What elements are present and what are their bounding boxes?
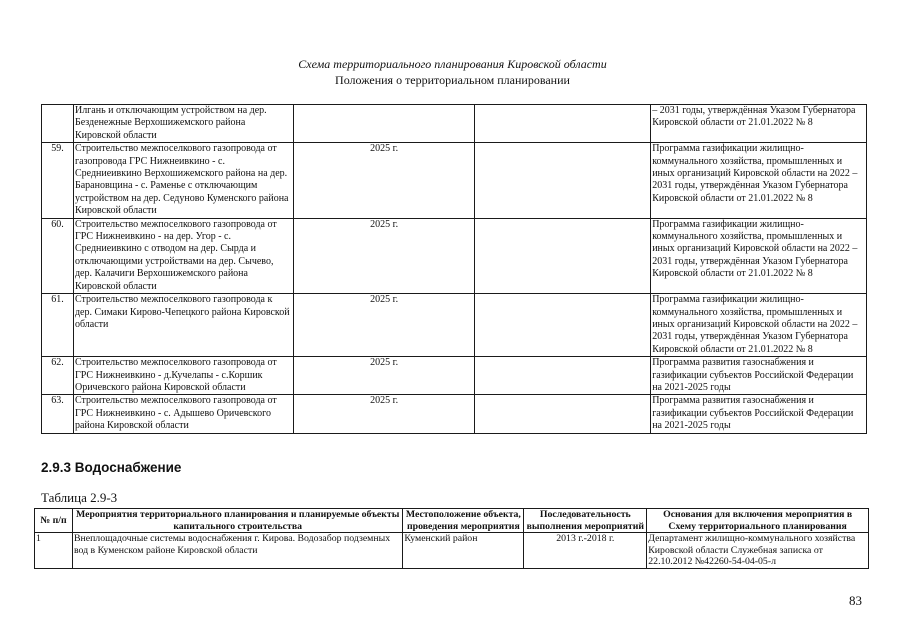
table-row [42, 105, 867, 143]
row-number: 63. [42, 395, 74, 433]
row-number [42, 105, 74, 143]
row-description: Строительство межпоселкового газопровода от ГРС Нижнеивкино - д.Кучелапы - с.Коршик Оричевского района Кировской области [73, 357, 293, 395]
row-basis: – 2031 годы, утверждённая Указом Губернатора Кировской области от 21.01.2022 № 8 [651, 105, 867, 143]
row-year [475, 105, 651, 143]
table-row [42, 294, 867, 357]
row-year [475, 294, 651, 357]
row-basis: Программа газификации жилищно-коммунального хозяйства, промышленных и иных организаций Кировской области на 2022 – 2031 годы, утверждённая Указом Губернатора Кировской области от 21.01.2022 № 8 [651, 294, 867, 357]
row-sequence: 2013 г.-2018 г. [524, 533, 647, 569]
row-basis: Программа развития газоснабжения и газификации субъектов Российской Федерации на 2021-2025 годы [651, 395, 867, 433]
gas-pipeline-table-body [42, 105, 867, 434]
row-location: 2025 г. [293, 294, 475, 357]
header-sequence: Последовательность выполнения мероприятий [524, 509, 647, 533]
header-measures: Мероприятия территориального планирования и планируемые объекты капитального строительства [72, 509, 402, 533]
header-basis: Основания для включения мероприятия в Схему территориального планирования [647, 509, 869, 533]
row-description: Илгань и отключающим устройством на дер. Безденежные Верхошижемского района Кировской области [73, 105, 293, 143]
row-year [475, 357, 651, 395]
row-description: Строительство межпоселкового газопровода от ГРС Нижнеивкино - с. Адышево Оричевского района Кировской области [73, 395, 293, 433]
gas-pipeline-table [41, 104, 867, 434]
section-heading: 2.9.3 Водоснабжение [41, 460, 182, 475]
row-measures: Внеплощадочные системы водоснабжения г. Кирова. Водозабор подземных вод в Куменском районе Кировской области [72, 533, 402, 569]
row-description: Строительство межпоселкового газопровода от ГРС Нижнеивкино - на дер. Угор - с. Средниеивкино с отводом на дер. Сырда и отключающими устройствами на дер. Сычево, дер. Калачиги Верхошижемского района Кировской области [73, 218, 293, 293]
row-basis: Департамент жилищно-коммунального хозяйства Кировской области Служебная записка от 22.10.2012 №42260-54-04-05-л [647, 533, 869, 569]
row-year [475, 395, 651, 433]
table-row [42, 218, 867, 293]
document-header-title: Схема территориального планирования Кировской области [298, 57, 607, 71]
row-description: Строительство межпоселкового газопровода к дер. Симаки Кирово-Чепецкого района Кировской области [73, 294, 293, 357]
table-row [42, 395, 867, 433]
row-number: 1 [35, 533, 73, 569]
row-number: 61. [42, 294, 74, 357]
header-num: № п/п [35, 509, 73, 533]
water-supply-table [34, 508, 869, 569]
page-number: 83 [849, 593, 862, 608]
row-location: 2025 г. [293, 143, 475, 218]
row-location [293, 105, 475, 143]
row-description: Строительство межпоселкового газопровода от газопровода ГРС Нижнеивкино - с. Средниеивкино Верхошижемского района на дер. Барановщина - с. Раменье с отключающим устройством на дер. Седуново Куменского района Кировской области [73, 143, 293, 218]
table-row [35, 533, 869, 569]
row-basis: Программа развития газоснабжения и газификации субъектов Российской Федерации на 2021-2025 годы [651, 357, 867, 395]
table-caption: Таблица 2.9-3 [41, 490, 118, 505]
document-header-subtitle: Положения о территориальном планировании [335, 73, 570, 87]
row-number: 60. [42, 218, 74, 293]
table-row [42, 143, 867, 218]
row-location: 2025 г. [293, 218, 475, 293]
table-row [42, 357, 867, 395]
row-number: 59. [42, 143, 74, 218]
row-year [475, 143, 651, 218]
row-location: Куменский район [403, 533, 524, 569]
row-basis: Программа газификации жилищно-коммунального хозяйства, промышленных и иных организаций Кировской области на 2022 – 2031 годы, утверждённая Указом Губернатора Кировской области от 21.01.2022 № 8 [651, 143, 867, 218]
header-location: Местоположение объекта, проведения мероприятия [403, 509, 524, 533]
table-header-row [35, 509, 869, 533]
row-location: 2025 г. [293, 357, 475, 395]
row-location: 2025 г. [293, 395, 475, 433]
row-year [475, 218, 651, 293]
row-basis: Программа газификации жилищно-коммунального хозяйства, промышленных и иных организаций Кировской области на 2022 – 2031 годы, утверждённая Указом Губернатора Кировской области от 21.01.2022 № 8 [651, 218, 867, 293]
row-number: 62. [42, 357, 74, 395]
